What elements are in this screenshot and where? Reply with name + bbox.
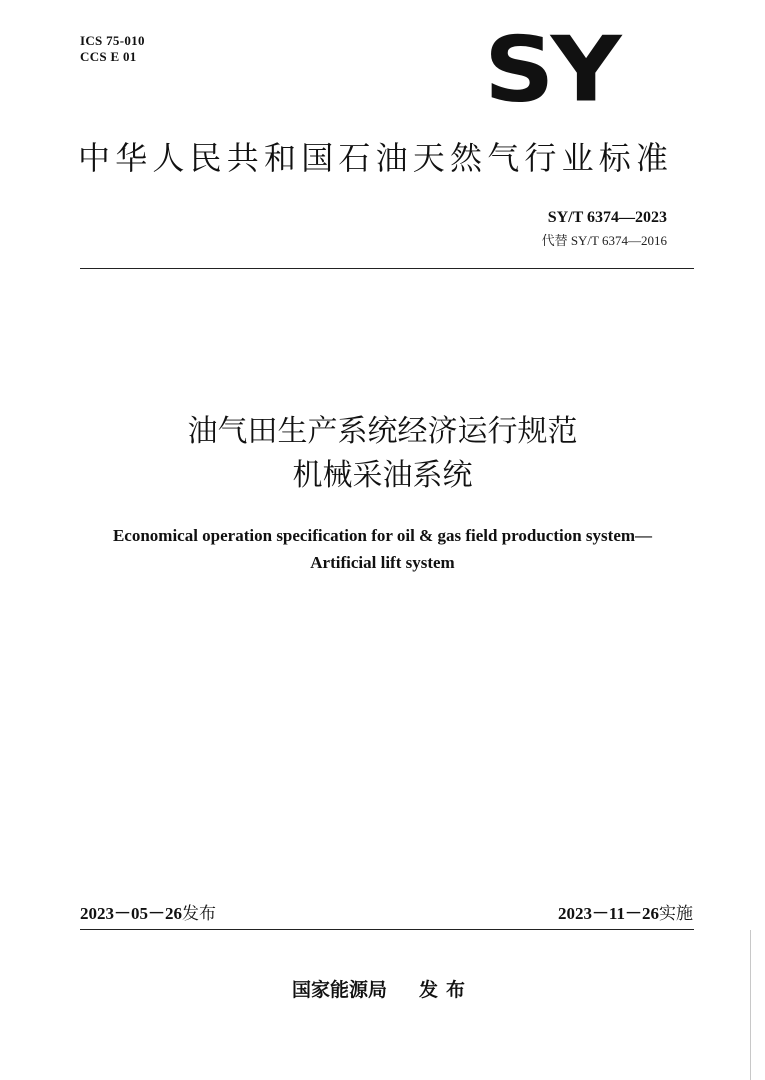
org-title: 中华人民共和国石油天然气行业标准	[78, 139, 674, 177]
issuer-name: 国家能源局	[291, 979, 387, 1001]
replaces-note: 代替 SY/T 6374—2016	[541, 233, 667, 248]
ccs-code: CCS E 01	[80, 49, 137, 64]
effective-date	[558, 903, 693, 925]
sy-logo: SY	[484, 17, 618, 123]
ics-code: ICS 75-010	[80, 33, 145, 48]
scan-edge-line	[750, 930, 751, 1080]
title-en-line2: Artificial lift system	[310, 553, 455, 572]
title-zh-line2: 机械采油系统	[292, 458, 473, 493]
title-zh-line1: 油气田生产系统经济运行规范	[187, 414, 578, 449]
standard-number: SY/T 6374—2023	[547, 209, 667, 226]
issue-date-label: 发布	[182, 904, 216, 924]
issue-date-value: 2023－05－26	[80, 904, 182, 923]
issuer-action: 发布	[419, 979, 474, 1001]
top-divider	[80, 268, 694, 269]
effective-date-label: 实施	[659, 904, 693, 924]
effective-date-value: 2023－11－26	[557, 904, 659, 923]
issuer-line	[0, 978, 765, 1002]
title-en-line1: Economical operation specification for oil & gas field production system—	[112, 526, 653, 545]
bottom-divider	[80, 929, 694, 930]
issue-date	[80, 903, 216, 925]
classification-codes	[80, 33, 145, 65]
